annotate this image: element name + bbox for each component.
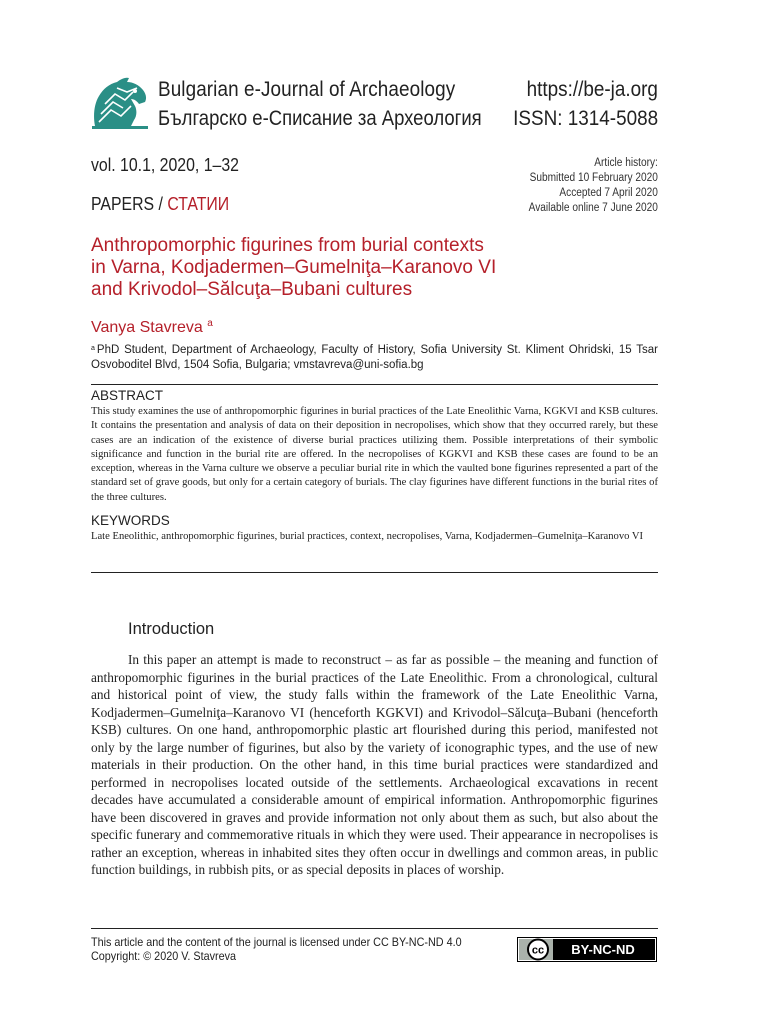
journal-name-en: Bulgarian e-Journal of Archaeology <box>158 78 456 101</box>
section-separator: / <box>154 194 168 214</box>
section-en: PAPERS <box>91 194 155 214</box>
title-line: and Krivodol–Sălcuţa–Bubani cultures <box>91 279 413 300</box>
author-superscript: a <box>207 318 213 329</box>
license-line: This article and the content of the journal is licensed under CC BY-NC-ND 4.0 <box>91 935 462 949</box>
section-bg: СТАТИИ <box>167 194 230 214</box>
keywords-text: Late Eneolithic, anthropomorphic figurines, burial practices, context, necropolises, Varna, Kodjadermen–Gumelniţa–Karanovo VI <box>91 531 644 542</box>
creative-commons-icon <box>528 940 548 960</box>
title-line: in Varna, Kodjadermen–Gumelniţa–Karanovo VI <box>91 257 497 278</box>
title-line: Anthropomorphic figurines from burial contexts <box>91 235 484 256</box>
history-heading: Article history: <box>594 157 658 169</box>
copyright-line: Copyright: © 2020 V. Stavreva <box>91 949 237 963</box>
history-accepted: Accepted 7 April 2020 <box>559 187 658 199</box>
affiliation-superscript: a <box>91 345 95 352</box>
article-title <box>91 235 571 301</box>
horse-head-logo-icon <box>91 76 149 130</box>
author-name <box>91 318 213 337</box>
abstract-text: This study examines the use of anthropomorphic figurines in burial practices of the Late Eneolithic Varna, KGKVI and KSB cultures. It contains the presentation and analysis of data on their deposition in necropolises, which show that they occurred rarely, but these cases are an indication of the existence of diverse burial practices utilizing them. Possible interpretations of their symbolic significance and function in the burial rite are offered. In the necropolises of KGKVI and KSB these cases are found to be an exception, whereas in the Varna culture we observe a peculiar burial rite in which the vaulted bone figurines represented a part of the standard set of grave goods, but only for a certain category of burials. The clay figurines have different functions in the burial rites of the three cultures. <box>91 406 658 503</box>
abstract-heading: ABSTRACT <box>91 388 164 403</box>
journal-url[interactable]: https://be-ja.org <box>526 78 658 101</box>
journal-issn: ISSN: 1314-5088 <box>513 107 658 130</box>
keywords-heading: KEYWORDS <box>91 513 170 528</box>
cc-badge-cc: cc <box>531 944 545 957</box>
divider <box>91 572 658 573</box>
author-text: Vanya Stavreva <box>91 319 203 336</box>
cc-license-badge[interactable] <box>517 937 657 962</box>
article-history <box>529 156 658 216</box>
volume-info: vol. 10.1, 2020, 1–32 <box>91 155 239 175</box>
cc-badge-text: BY-NC-ND <box>571 942 635 957</box>
section-label <box>91 194 229 215</box>
history-available: Available online 7 June 2020 <box>528 202 658 214</box>
divider <box>91 384 658 385</box>
introduction-text: In this paper an attempt is made to reconstruct – as far as possible – the meaning and function of anthropomorphic figurines in the burial practices of the Late Eneolithic. From a chronological, cultural and historical point of view, the study falls within the framework of the Late Eneolithic Varna, Kodjadermen–Gumelniţa–Karanovo VI (henceforth KGKVI) and Krivodol–Sălcuţa–Bubani (henceforth KSB) cultures. On one hand, anthropomorphic plastic art flourished during this period, manifested not only by the large number of figurines, but also by the variety of iconographic types, and the use of new materials in their production. On the other hand, in this time burial practices were standardized and performed in necropolises located outside of the settlements. Archaeological excavations in recent decades have accumulated a considerable amount of empirical information. Anthropomorphic figurines have been discovered in graves and provide information not only about them as such, but also about the specific funerary and commemorative rituals in which they were used. Their appearance in necropolises is rather an exception, whereas in inhabited sites they often occur in dwellings and common areas, in public function buildings, in rubbish pits, or as special deposits in places of worship. <box>91 652 658 877</box>
divider <box>91 928 658 929</box>
license-notice <box>91 935 462 963</box>
author-affiliation <box>91 341 658 373</box>
journal-name-bg: Българско е-Списание за Археология <box>158 107 482 130</box>
affiliation-text: PhD Student, Department of Archaeology, Faculty of History, Sofia University St. Kliment Ohridski, 15 Tsar Osvoboditel Blvd, 1504 Sofia, Bulgaria; vmstavreva@uni-sofia.bg <box>91 344 658 371</box>
introduction-heading: Introduction <box>128 620 215 638</box>
history-submitted: Submitted 10 February 2020 <box>529 172 658 184</box>
